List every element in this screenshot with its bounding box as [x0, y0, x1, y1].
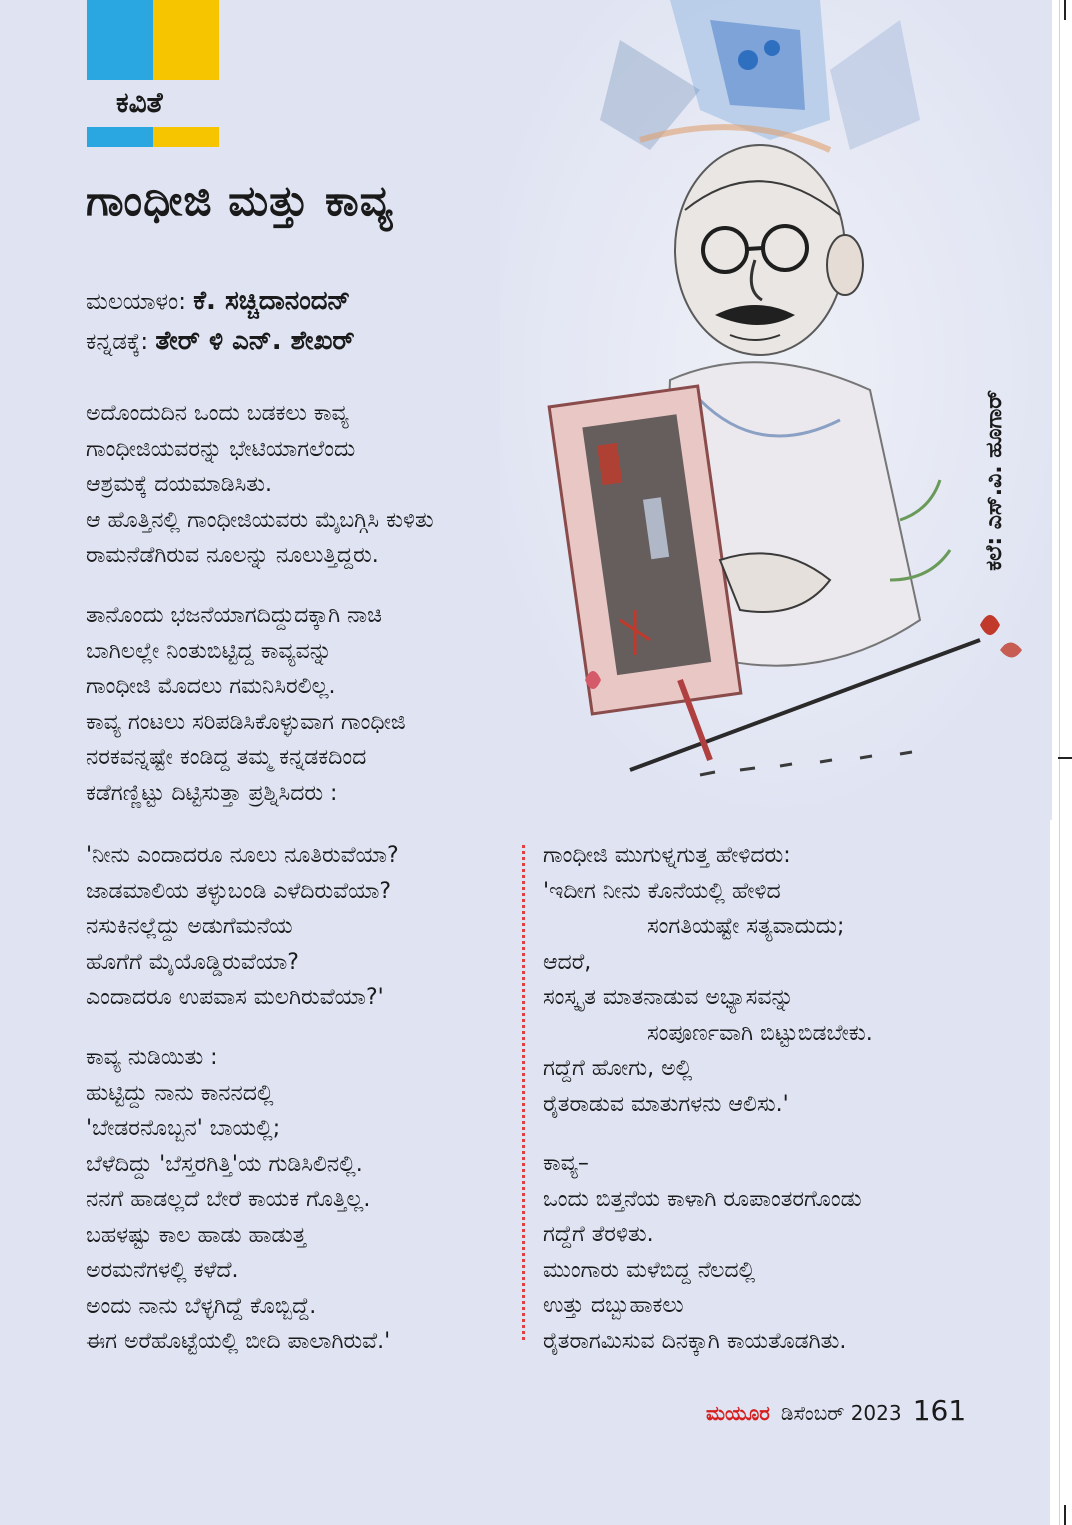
poem-line: ತಾನೊಂದು ಭಜನೆಯಾಗದಿದ್ದುದಕ್ಕಾಗಿ ನಾಚಿ — [86, 603, 382, 628]
translator-name: ತೇರ್ ಳಿ ಎನ್. ಶೇಖರ್ — [155, 326, 355, 356]
poem-line: ಒಂದು ಬಿತ್ತನೆಯ ಕಾಳಾಗಿ ರೂಪಾಂತರಗೊಂಡು — [543, 1186, 862, 1212]
page-footer — [706, 1394, 966, 1427]
poem-line: ಹೊಗೆಗೆ ಮೈಯೊಡ್ಡಿರುವೆಯಾ? — [86, 949, 299, 975]
poem-line: ಗಾಂಧೀಜಿಯವರನ್ನು ಭೇಟಿಯಾಗಲೆಂದು — [86, 436, 356, 462]
poem-line: ಕಾವ್ಯ ಗಂಟಲು ಸರಿಪಡಿಸಿಕೊಳ್ಳುವಾಗ ಗಾಂಧೀಜಿ — [86, 709, 406, 735]
poem-line: 'ಬೇಡರನೊಬ್ಬನ' ಬಾಯಲ್ಲಿ; — [86, 1116, 281, 1141]
crop-mark-middle — [1058, 757, 1072, 759]
section-yellow-block — [153, 0, 219, 80]
poem-line: ರಾಮನೆಡೆಗಿರುವ ನೂಲನ್ನು ನೂಲುತ್ತಿದ್ದರು. — [86, 543, 379, 568]
poem-line: ಬೆಳೆದಿದ್ದು 'ಬೆಸ್ತರಗಿತ್ತಿ'ಯ ಗುಡಿಸಿಲಿನಲ್ಲಿ. — [86, 1151, 363, 1177]
poem-line: ಸಂಸ್ಕೃತ ಮಾತನಾಡುವ ಅಭ್ಯಾಸವನ್ನು — [543, 985, 794, 1010]
poem-line: ಕಡೆಗಣ್ಣಿಟ್ಟು ದಿಟ್ಟಿಸುತ್ತಾ ಪ್ರಶ್ನಿಸಿದರು : — [86, 780, 338, 806]
poem-line: ಗಾಂಧೀಜಿ ಮುಗುಳ್ನಗುತ್ತ ಹೇಳಿದರು: — [543, 843, 791, 868]
section-blue-block — [87, 0, 153, 80]
section-color-bar — [87, 127, 219, 147]
stanza-4 — [86, 1040, 390, 1360]
poem-line: ನನಗೆ ಹಾಡಲ್ಲದೆ ಬೇರೆ ಕಾಯಕ ಗೊತ್ತಿಲ್ಲ. — [86, 1187, 371, 1212]
poem-line: ಗದ್ದೆಗೆ ತೆರಳಿತು. — [543, 1222, 654, 1247]
section-bar-blue — [87, 127, 153, 147]
page-number: 161 — [912, 1394, 967, 1427]
issue-month: ಡಿಸೆಂಬರ್ 2023 — [780, 1401, 902, 1425]
page-edge-line — [1059, 0, 1060, 1525]
translator-credit — [86, 326, 355, 357]
poem-line: ಮುಂಗಾರು ಮಳೆಬಿದ್ದ ನೆಲದಲ್ಲಿ — [543, 1257, 756, 1283]
author-credit — [86, 286, 350, 317]
poem-line: ನಸುಕಿನಲ್ಲೆದ್ದು ಅಡುಗೆಮನೆಯ — [86, 914, 293, 939]
magazine-name: ಮಯೂರ — [706, 1401, 770, 1425]
poem-line: ಈಗ ಅರೆಹೊಟ್ಟೆಯಲ್ಲಿ ಬೀದಿ ಪಾಲಾಗಿರುವೆ.' — [86, 1329, 391, 1354]
translator-credit-label: ಕನ್ನಡಕ್ಕೆ: — [86, 329, 149, 355]
poem-line-indented: ಸಂಪೂರ್ಣವಾಗಿ ಬಿಟ್ಟುಬಿಡಬೇಕು. — [647, 1020, 873, 1046]
poem-line: ಆ ಹೊತ್ತಿನಲ್ಲಿ ಗಾಂಧೀಜಿಯವರು ಮೈಬಗ್ಗಿಸಿ ಕುಳಿತು — [86, 507, 434, 533]
poem-line: ಹುಟ್ಟಿದ್ದು ನಾನು ಕಾನನದಲ್ಲಿ — [86, 1080, 274, 1106]
poem-line: ಗದ್ದೆಗೆ ಹೋಗು, ಅಲ್ಲಿ — [543, 1056, 693, 1081]
stanza-2 — [86, 598, 406, 811]
crop-mark-bottom — [1064, 1505, 1066, 1525]
author-name: ಕೆ. ಸಚ್ಚಿದಾನಂದನ್ — [193, 286, 351, 316]
gandhi-illustration — [500, 0, 1052, 820]
stanza-1 — [86, 396, 434, 574]
poem-line: 'ನೀನು ಎಂದಾದರೂ ನೂಲು ನೂತಿರುವೆಯಾ? — [86, 843, 399, 868]
author-credit-label: ಮಲಯಾಳಂ: — [86, 289, 186, 315]
poem-line: ಕಾವ್ಯ– — [543, 1151, 589, 1176]
poem-line: ರೈತರಾಡುವ ಮಾತುಗಳನು ಆಲಿಸು.' — [543, 1091, 789, 1117]
poem-line: ನರಕವನ್ನಷ್ಟೇ ಕಂಡಿದ್ದ ತಮ್ಮ ಕನ್ನಡಕದಿಂದ — [86, 745, 367, 770]
stanza-6 — [543, 1146, 862, 1359]
stanza-5 — [543, 838, 873, 1122]
poem-line: ಜಾಡಮಾಲಿಯ ತಳ್ಳುಬಂಡಿ ಎಳೆದಿರುವೆಯಾ? — [86, 878, 392, 904]
poem-line: 'ಇದೀಗ ನೀನು ಕೊನೆಯಲ್ಲಿ ಹೇಳಿದ — [543, 878, 781, 904]
section-bar-yellow — [153, 127, 219, 147]
poem-line: ಕಾವ್ಯ ನುಡಿಯಿತು : — [86, 1045, 218, 1070]
poem-line: ಅಂದು ನಾನು ಬೆಳ್ಳಗಿದ್ದೆ ಕೊಬ್ಬಿದ್ದೆ. — [86, 1293, 317, 1319]
section-label: ಕವಿತೆ — [116, 86, 163, 119]
poem-line: ರೈತರಾಗಮಿಸುವ ದಿನಕ್ಕಾಗಿ ಕಾಯತೊಡಗಿತು. — [543, 1328, 847, 1354]
stanza-3 — [86, 838, 399, 1016]
artist-credit: ಕಲೆ: ಎಸ್.ವಿ. ಹೂಗಾರ್ — [982, 390, 1007, 571]
poem-line: ಎಂದಾದರೂ ಉಪವಾಸ ಮಲಗಿರುವೆಯಾ?' — [86, 985, 384, 1010]
poem-line: ಬಾಗಿಲಲ್ಲೇ ನಿಂತುಬಿಟ್ಟಿದ್ದ ಕಾವ್ಯವನ್ನು — [86, 638, 332, 664]
section-color-block — [87, 0, 219, 80]
poem-line: ಬಹಳಷ್ಟು ಕಾಲ ಹಾಡು ಹಾಡುತ್ತ — [86, 1222, 307, 1248]
poem-line: ಗಾಂಧೀಜಿ ಮೊದಲು ಗಮನಿಸಿರಲಿಲ್ಲ. — [86, 674, 336, 699]
poem-title: ಗಾಂಧೀಜಿ ಮತ್ತು ಕಾವ್ಯ — [86, 176, 394, 225]
crop-mark-top — [1064, 0, 1066, 20]
poem-line: ಅರಮನೆಗಳಲ್ಲಿ ಕಳೆದೆ. — [86, 1258, 239, 1283]
poem-line: ಅದೊಂದುದಿನ ಒಂದು ಬಡಕಲು ಕಾವ್ಯ — [86, 401, 349, 426]
column-divider — [522, 845, 525, 1340]
poem-line: ಆಶ್ರಮಕ್ಕೆ ದಯಮಾಡಿಸಿತು. — [86, 472, 272, 497]
poem-line: ಆದರೆ, — [543, 949, 592, 975]
poem-line: ಉತ್ತು ದಬ್ಬುಹಾಕಲು — [543, 1293, 684, 1318]
poem-line-indented: ಸಂಗತಿಯಷ್ಟೇ ಸತ್ಯವಾದುದು; — [647, 914, 845, 939]
